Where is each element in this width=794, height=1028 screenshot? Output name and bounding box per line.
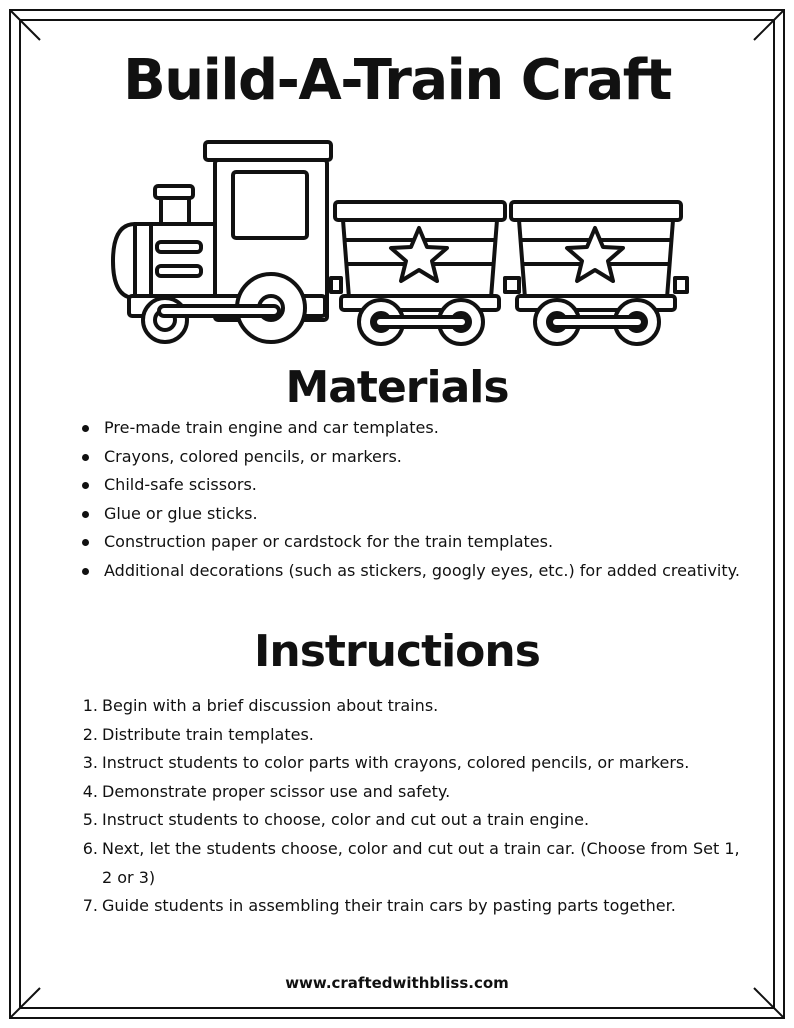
step-number: 5. <box>82 810 98 830</box>
footer-website: www.craftedwithbliss.com <box>285 974 509 992</box>
step-number: 7. <box>82 896 98 916</box>
corner-line-bottom-right <box>754 988 784 1018</box>
list-item-text: Construction paper or cardstock for the train templates. <box>104 532 554 552</box>
bullet-icon <box>82 539 89 546</box>
train-illustration <box>105 136 695 354</box>
list-item <box>72 806 752 835</box>
materials-heading: Materials <box>285 362 509 413</box>
bullet-icon <box>82 425 89 432</box>
list-item <box>72 721 752 750</box>
list-item <box>78 414 768 443</box>
train-car-2 <box>511 202 687 344</box>
materials-list <box>78 414 768 586</box>
step-text: Instruct students to choose, color and cut out a train engine. <box>102 810 590 830</box>
list-item <box>72 892 752 921</box>
list-item-text: Pre-made train engine and car templates. <box>104 418 439 437</box>
corner-line-bottom-left <box>10 988 40 1018</box>
step-text: Instruct students to color parts with crayons, colored pencils, or markers. <box>102 753 690 773</box>
instructions-heading: Instructions <box>254 626 540 677</box>
bullet-icon <box>82 511 89 518</box>
step-number: 2. <box>82 724 98 744</box>
step-text: Begin with a brief discussion about trains. <box>102 696 439 715</box>
step-text: Guide students in assembling their train cars by pasting parts together. <box>102 896 676 916</box>
step-number: 3. <box>82 753 98 773</box>
step-text: Demonstrate proper scissor use and safety. <box>102 781 451 801</box>
list-item <box>72 778 752 807</box>
list-item <box>72 749 752 778</box>
list-item <box>78 500 768 529</box>
list-item-text: Child-safe scissors. <box>104 475 257 495</box>
corner-line-top-right <box>754 10 784 40</box>
train-car-1 <box>335 202 519 344</box>
list-item-text: Additional decorations (such as stickers, googly eyes, etc.) for added creativity. <box>104 560 740 580</box>
bullet-icon <box>82 454 89 461</box>
step-number: 4. <box>82 781 98 801</box>
list-item <box>78 471 768 500</box>
step-number: 1. <box>82 696 98 715</box>
list-item-text: Crayons, colored pencils, or markers. <box>104 446 402 466</box>
train-engine <box>113 142 341 342</box>
bullet-icon <box>82 482 89 489</box>
list-item <box>72 835 752 892</box>
list-item-text: Glue or glue sticks. <box>104 503 258 523</box>
list-item <box>78 528 768 557</box>
list-item <box>78 443 768 472</box>
instructions-list <box>72 692 752 921</box>
bullet-icon <box>82 568 89 575</box>
step-text: Next, let the students choose, color and cut out a train car. (Choose from Set 1, 2 or 3) <box>102 838 740 887</box>
step-number: 6. <box>82 838 98 858</box>
list-item <box>78 557 768 586</box>
list-item <box>72 692 752 721</box>
corner-line-top-left <box>10 10 40 40</box>
step-text: Distribute train templates. <box>102 724 314 744</box>
page-title: Build-A-Train Craft <box>123 48 671 113</box>
